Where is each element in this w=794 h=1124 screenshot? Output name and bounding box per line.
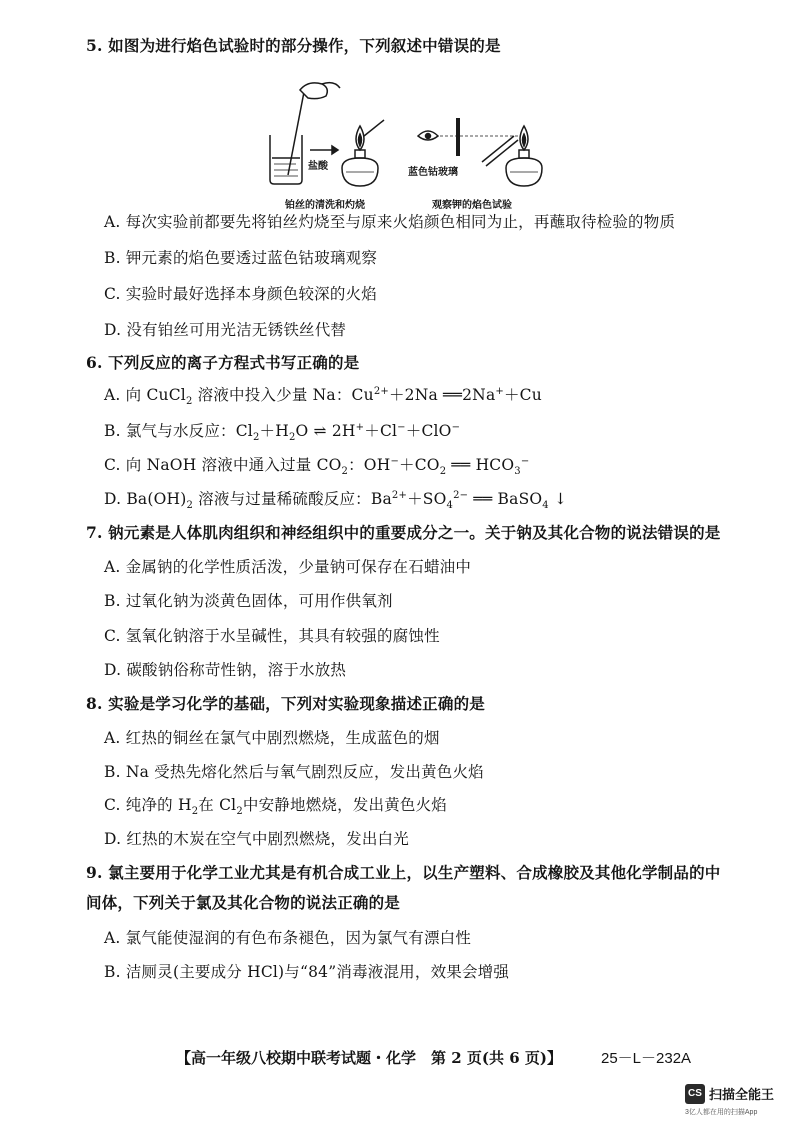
question-8-option-c: C. 纯净的 $H_2$在 $Cl_2$中安静地燃烧，发出黄色火焰 (104, 796, 447, 818)
question-6-option-a: A. 向 CuCl$_2$ 溶液中投入少量 Na：$Cu^{2+}+2Na$ ══2Na+＋Cu (104, 385, 542, 408)
figure-label-hcl: 盐酸 (308, 161, 328, 172)
question-9-stem: 9. 氯主要用于化学工业尤其是有机合成工业上，以生产塑料、合成橡胶及其他化学制品的中间体，下列关于氯及其化合物的说法正确的是 (86, 863, 721, 912)
figure-caption-right: 观察钾的焰色试验 (432, 200, 512, 211)
question-9-option-b: B. 洁厕灵(主要成分 HCl)与“84”消毒液混用，效果会增强 (104, 963, 510, 981)
eye-icon (418, 131, 438, 140)
beaker-icon (270, 135, 302, 184)
question-7-stem: 7. 钠元素是人体肌肉组织和神经组织中的重要成分之一。关于钠及其化合物的说法错误的是 (86, 523, 721, 542)
question-5-option-d: D. 没有铂丝可用光洁无锈铁丝代替 (104, 321, 347, 339)
question-6-option-c: C. 向 NaOH 溶液中通入过量 $CO_2$：$OH^-+CO_2$ ══ $HCO_3^-$ (104, 455, 530, 478)
exam-code: 25－L－232A (601, 1050, 692, 1067)
question-7-option-c: C. 氢氧化钠溶于水呈碱性，其具有较强的腐蚀性 (104, 627, 440, 645)
question-5-option-c: C. 实验时最好选择本身颜色较深的火焰 (104, 285, 377, 303)
question-8-option-b: B. Na 受热先熔化然后与氧气剧烈反应，发出黄色火焰 (104, 763, 484, 781)
question-5-option-b: B. 钾元素的焰色要透过蓝色钴玻璃观察 (104, 249, 378, 267)
question-5-option-a: A. 每次实验前都要先将铂丝灼烧至与原来火焰颜色相同为止，再蘸取待检验的物质 (104, 213, 676, 231)
question-8-option-d: D. 红热的木炭在空气中剧烈燃烧，发出白光 (104, 830, 409, 848)
page-footer-title: 【高一年级八校期中联考试题・化学 第 2 页(共 6 页)】 (176, 1049, 562, 1067)
question-7-option-d: D. 碳酸钠俗称苛性钠，溶于水放热 (104, 661, 347, 679)
question-7-option-b: B. 过氧化钠为淡黄色固体，可用作供氧剂 (104, 592, 393, 610)
question-6-option-d: D. $Ba(OH)_2$ 溶液与过量稀硫酸反应：$Ba^{2+}+SO_4^{2-}$ ══ BaSO$_4$ ↓ (104, 489, 568, 512)
scanner-app-name: 扫描全能王 (709, 1087, 775, 1102)
figure-caption-left: 铂丝的清洗和灼烧 (285, 200, 365, 211)
alcohol-lamp-icon (482, 126, 542, 186)
cobalt-glass-icon (456, 118, 460, 156)
question-8-stem: 8. 实验是学习化学的基础，下列对实验现象描述正确的是 (86, 694, 485, 713)
question-9-option-a: A. 氯气能使湿润的有色布条褪色，因为氯气有漂白性 (104, 929, 472, 947)
alcohol-lamp-icon (342, 120, 384, 186)
question-6-option-b: B. 氯气与水反应：$Cl_2+H_2O$ ⇌ 2H+＋Cl−＋ClO− (104, 421, 461, 444)
camscanner-logo-icon: CS (685, 1084, 705, 1104)
figure-label-cobalt-glass: 蓝色钴玻璃 (408, 167, 458, 178)
question-5-stem: 5. 如图为进行焰色试验时的部分操作，下列叙述中错误的是 (86, 36, 501, 55)
question-6-stem: 6. 下列反应的离子方程式书写正确的是 (86, 353, 360, 372)
question-7-option-a: A. 金属钠的化学性质活泼，少量钠可保存在石蜡油中 (104, 558, 472, 576)
question-8-option-a: A. 红热的铜丝在氯气中剧烈燃烧，生成蓝色的烟 (104, 729, 440, 747)
arrow-icon (310, 146, 338, 154)
scanner-tagline: 3亿人都在用的扫描App (685, 1109, 758, 1116)
scanner-watermark (685, 1082, 785, 1118)
